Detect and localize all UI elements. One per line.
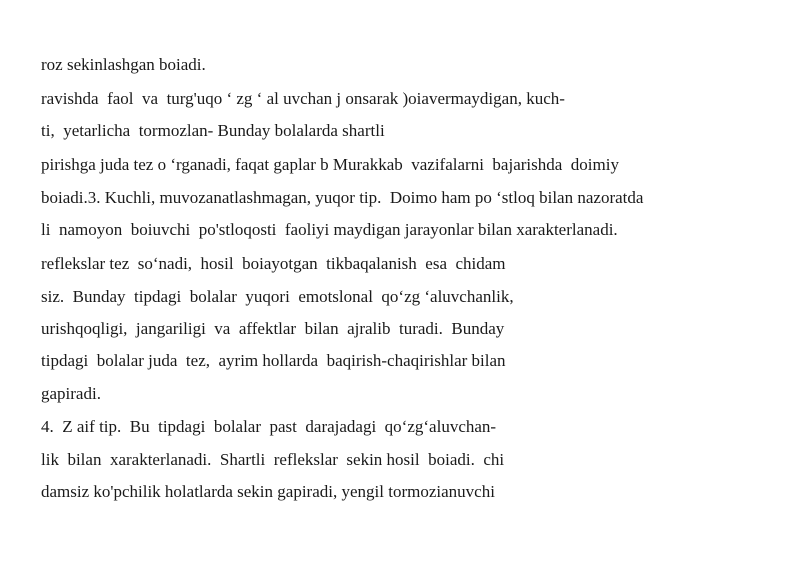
text-line-7: reflekslar tez so‘nadi, hosil boiayotgan tikbaqalanish esa chidam (41, 254, 506, 273)
text-line-3: ti, yetarlicha tormozlan- Bunday bolalarda shartli (41, 121, 385, 140)
text-line-1: roz sekinlashgan boiadi. (41, 55, 206, 74)
text-line-8: siz. Bunday tipdagi bolalar yuqori emotslonal qo‘zg ‘aluvchanlik, (41, 287, 514, 306)
text-line-6: li namoyon boiuvchi po'stloqosti faoliyi maydigan jarayonlar bilan xarakterlanadi. (41, 220, 618, 239)
text-line-9: urishqoqligi, jangariligi va affektlar bilan ajralib turadi. Bunday (41, 319, 505, 338)
text-line-5: boiadi.3. Kuchli, muvozanatlashmagan, yuqor tip. Doimo ham po ‘stloq bilan nazoratda (41, 188, 644, 207)
text-line-13: lik bilan xarakterlanadi. Shartli reflekslar sekin hosil boiadi. chi (41, 450, 505, 469)
text-line-11: gapiradi. (41, 384, 101, 403)
text-line-12: 4. Z aif tip. Bu tipdagi bolalar past darajadagi qo‘zg‘aluvchan- (41, 417, 497, 436)
text-line-2: ravishda faol va turg'uqo ‘ zg ‘ al uvchan j onsarak )oiavermaydigan, kuch- (41, 89, 565, 108)
text-line-14: damsiz ko'pchilik holatlarda sekin gapiradi, yengil tormozianuvchi (41, 482, 495, 501)
text-line-4: pirishga juda tez o ‘rganadi, faqat gaplar b Murakkab vazifalarni bajarishda doimiy (41, 155, 619, 174)
text-line-10: tipdagi bolalar juda tez, ayrim hollarda baqirish-chaqirishlar bilan (41, 351, 506, 370)
